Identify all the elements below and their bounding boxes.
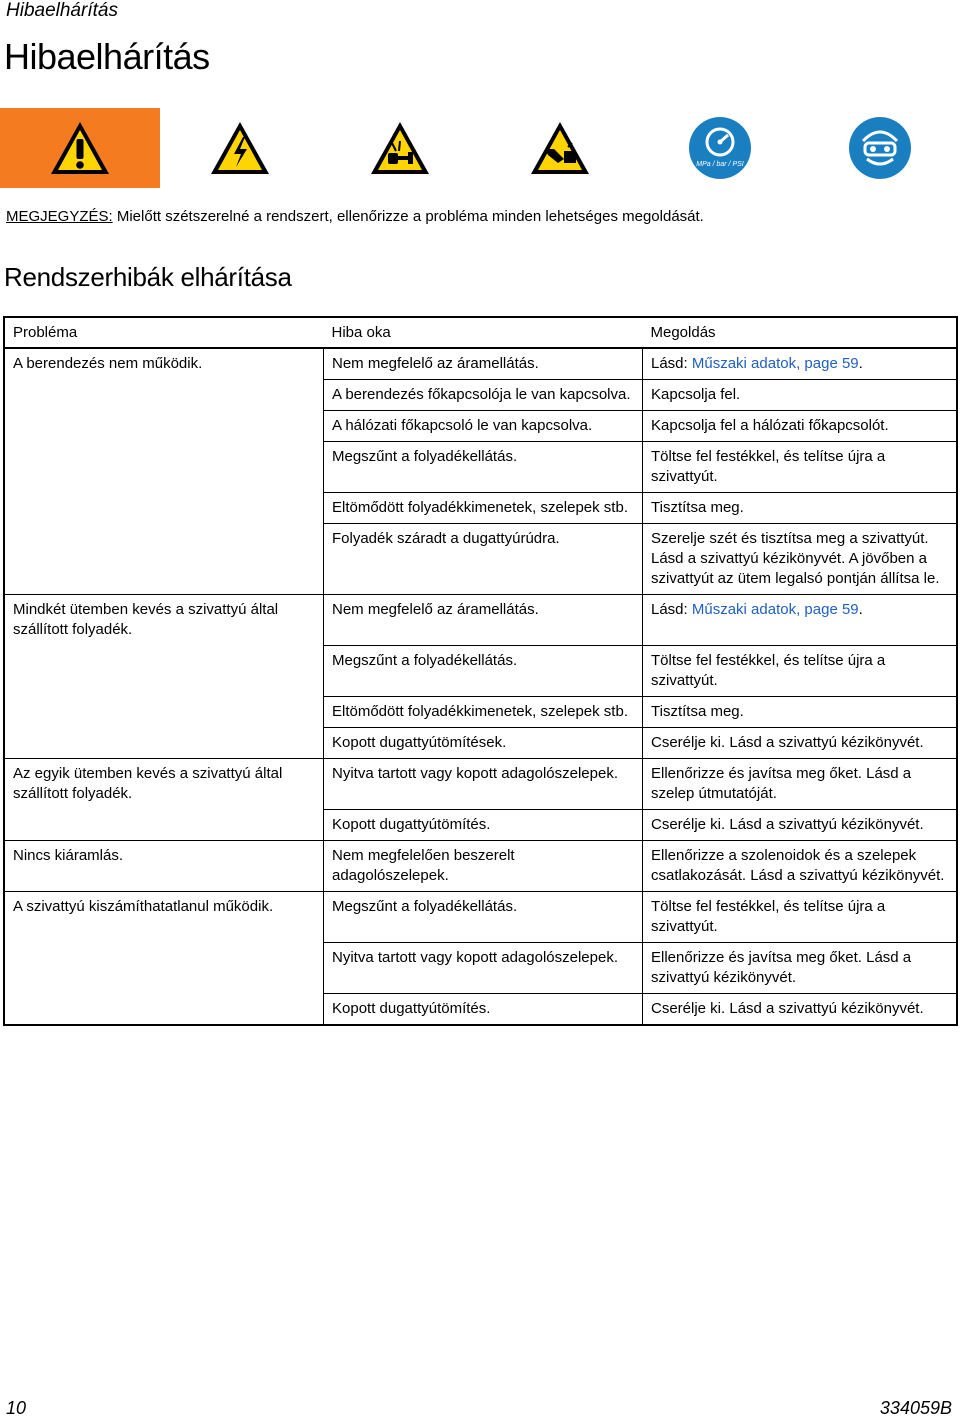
- general-warning-icon: [0, 108, 160, 188]
- table-row: [4, 696, 957, 727]
- table-row: [4, 645, 957, 696]
- specs-link[interactable]: Műszaki adatok, page 59: [691, 601, 859, 618]
- cell-problem: [4, 442, 324, 493]
- cell-problem: [4, 411, 324, 442]
- table-row: [4, 891, 957, 942]
- cell-problem: [4, 493, 324, 524]
- cell-cause: Folyadék száradt a dugattyúrúdra.: [324, 524, 643, 595]
- solution-suffix: .: [858, 355, 863, 372]
- cell-solution: Cserélje ki. Lásd a szivattyú kézikönyvét.: [643, 727, 958, 758]
- table-row: [4, 942, 957, 993]
- note-label: MEGJEGYZÉS:: [6, 208, 113, 225]
- table-header-row: [4, 317, 957, 348]
- cell-problem: [4, 809, 324, 840]
- table-row: [4, 380, 957, 411]
- table-row: [4, 524, 957, 595]
- cell-cause: Eltömődött folyadékkimenetek, szelepek stb.: [324, 696, 643, 727]
- table-row: [4, 411, 957, 442]
- note: [6, 208, 704, 225]
- pressure-units-label: MPa / bar / PSI: [696, 161, 744, 168]
- safety-icon-band: [0, 108, 960, 188]
- cell-cause: Eltömődött folyadékkimenetek, szelepek stb.: [324, 493, 643, 524]
- header-problem: Probléma: [4, 317, 324, 348]
- protective-equipment-icon: [800, 108, 960, 188]
- cell-cause: Nem megfelelően beszerelt adagolószelepek.: [324, 840, 643, 891]
- pressure-relief-icon: [640, 108, 800, 188]
- cell-problem: [4, 645, 324, 696]
- cell-cause: Nyitva tartott vagy kopott adagolószelepek.: [324, 942, 643, 993]
- electric-shock-icon: [160, 108, 320, 188]
- table-row: [4, 493, 957, 524]
- cell-solution: Töltse fel festékkel, és telítse újra a szivattyút.: [643, 891, 958, 942]
- cell-solution: Cserélje ki. Lásd a szivattyú kézikönyvét.: [643, 809, 958, 840]
- skin-injection-icon: [320, 108, 480, 188]
- cell-solution: Töltse fel festékkel, és telítse újra a szivattyút.: [643, 442, 958, 493]
- cell-solution: Ellenőrizze és javítsa meg őket. Lásd a szelep útmutatóját.: [643, 758, 958, 809]
- cell-problem: [4, 524, 324, 595]
- header-cause: Hiba oka: [324, 317, 643, 348]
- cell-problem: A szivattyú kiszámíthatatlanul működik.: [4, 891, 324, 942]
- cell-problem: Az egyik ütemben kevés a szivattyú által szállított folyadék.: [4, 758, 324, 809]
- cell-solution: Töltse fel festékkel, és telítse újra a szivattyút.: [643, 645, 958, 696]
- cell-solution: Ellenőrizze és javítsa meg őket. Lásd a szivattyú kézikönyvét.: [643, 942, 958, 993]
- cell-problem: [4, 993, 324, 1025]
- cell-cause: Kopott dugattyútömítés.: [324, 993, 643, 1025]
- cell-cause: A berendezés főkapcsolója le van kapcsolva.: [324, 380, 643, 411]
- cell-problem: [4, 942, 324, 993]
- troubleshooting-table: [3, 316, 958, 1026]
- table-row: [4, 595, 957, 646]
- cell-solution: Kapcsolja fel a hálózati főkapcsolót.: [643, 411, 958, 442]
- table-row: [4, 809, 957, 840]
- running-header: Hibaelhárítás: [6, 0, 118, 21]
- solution-text: Lásd:: [651, 355, 692, 372]
- cell-solution: Cserélje ki. Lásd a szivattyú kézikönyvét.: [643, 993, 958, 1025]
- cell-problem: [4, 380, 324, 411]
- cell-cause: Nem megfelelő az áramellátás.: [324, 595, 643, 646]
- cell-solution: Kapcsolja fel.: [643, 380, 958, 411]
- header-solution: Megoldás: [643, 317, 958, 348]
- page-number: 10: [6, 1398, 27, 1418]
- cell-problem: A berendezés nem működik.: [4, 348, 324, 380]
- cell-problem: Mindkét ütemben kevés a szivattyú által szállított folyadék.: [4, 595, 324, 646]
- cell-cause: Megszűnt a folyadékellátás.: [324, 891, 643, 942]
- page-title: Hibaelhárítás: [4, 36, 210, 77]
- specs-link[interactable]: Műszaki adatok, page 59: [691, 355, 859, 372]
- cell-problem: [4, 727, 324, 758]
- table-row: [4, 840, 957, 891]
- cell-cause: A hálózati főkapcsoló le van kapcsolva.: [324, 411, 643, 442]
- cell-cause: Megszűnt a folyadékellátás.: [324, 442, 643, 493]
- cell-solution: Ellenőrizze a szolenoidok és a szelepek csatlakozását. Lásd a szivattyú kézikönyvét.: [643, 840, 958, 891]
- document-number: 334059B: [879, 1398, 952, 1418]
- table-row: [4, 993, 957, 1025]
- cell-solution: Szerelje szét és tisztítsa meg a szivattyút. Lásd a szivattyú kézikönyvét. A jövőben a szivattyút az ütem legalsó pontján állítsa le.: [643, 524, 958, 595]
- cell-cause: Kopott dugattyútömítések.: [324, 727, 643, 758]
- table-row: [4, 727, 957, 758]
- note-text: Mielőtt szétszerelné a rendszert, ellenőrizze a probléma minden lehetséges megoldását.: [112, 208, 704, 225]
- cell-cause: Megszűnt a folyadékellátás.: [324, 645, 643, 696]
- section-title: Rendszerhibák elhárítása: [4, 262, 292, 292]
- cell-solution: Tisztítsa meg.: [643, 696, 958, 727]
- solution-suffix: .: [858, 601, 863, 618]
- cell-problem: Nincs kiáramlás.: [4, 840, 324, 891]
- solution-text: Lásd:: [651, 601, 692, 618]
- cell-solution: [643, 595, 958, 646]
- cell-cause: Nyitva tartott vagy kopott adagolószelepek.: [324, 758, 643, 809]
- table-row: [4, 442, 957, 493]
- table-row: [4, 758, 957, 809]
- table-row: [4, 348, 957, 380]
- cell-cause: Nem megfelelő az áramellátás.: [324, 348, 643, 380]
- cell-solution: [643, 348, 958, 380]
- cell-solution: Tisztítsa meg.: [643, 493, 958, 524]
- cell-problem: [4, 696, 324, 727]
- moving-parts-icon: [480, 108, 640, 188]
- cell-cause: Kopott dugattyútömítés.: [324, 809, 643, 840]
